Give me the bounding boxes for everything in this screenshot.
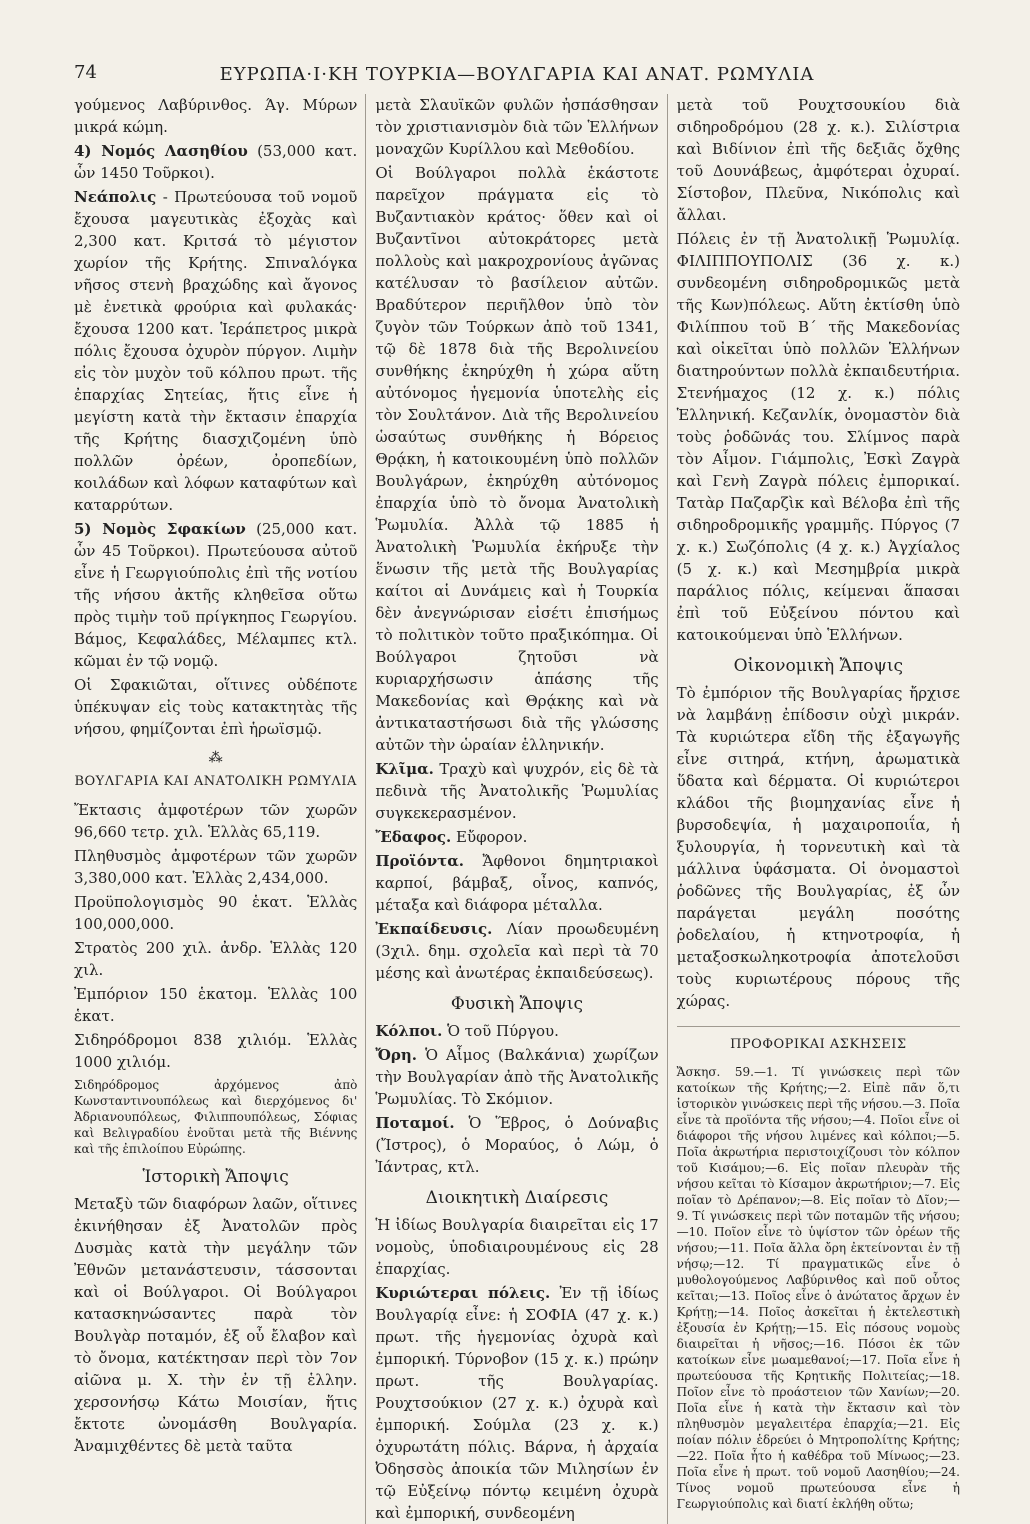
cities-heading: Κυριώτεραι πόλεις. <box>375 1284 551 1302</box>
right-column <box>677 94 960 1524</box>
exercise-title: ΠΡΟΦΟΡΙΚΑΙ ΑΣΚΗΣΕΙΣ <box>730 1037 907 1052</box>
facts-area: Ἔκτασις ἀμφοτέρων τῶν χωρῶν 96,660 τετρ. χιλ. Ἑλλὰς 65,119. <box>74 801 358 841</box>
left-paragraph-1: γούμενος Λαβύρινθος. Άγ. Μύρων μικρά κώμη. <box>74 96 358 136</box>
physical-title: Φυσικὴ Ἄποψις <box>450 994 584 1014</box>
edafos-paragraph <box>375 826 658 848</box>
ekpaideusis-paragraph <box>375 918 658 984</box>
cities-text: Ἐν τῇ ἰδίως Βουλγαρίᾳ εἶνε: ἡ ΣΟΦΙΑ (47 χ. κ.) πρωτ. τῆς ἡγεμονίας ὀχυρὰ καὶ ἐμπορική. Τύρνοβον (15 χ. κ.) πρώην πρωτ. τῆς Βουλγαρίας. Ρουχτσούκιον (27 χ. κ.) ὀχυρὰ καὶ ἐμπορική. Σούμλα (23 χ. κ.) ὀχυρωτάτη πόλις. Βάρνα, ἡ ἀρχαία Ὀδησσὸς ἀποικία τῶν Μιλησίων ἐν τῷ Εὐξείνῳ πόντῳ κειμένη ὀχυρὰ καὶ ἐμπορική, συνδεομένη <box>375 1284 659 1522</box>
klima-heading: Κλῖμα. <box>375 760 434 778</box>
text-columns <box>74 94 960 1522</box>
right-paragraph-2: Πόλεις ἐν τῇ Ἀνατολικῇ Ῥωμυλίᾳ. ΦΙΛΙΠΠΟΥΠΟΛΙΣ (36 χ. κ.) συνδεομένη σιδηροδρομικῶς μετὰ τῆς Κων)πόλεως. Αὕτη ἐκτίσθη ὑπὸ Φιλίππου τοῦ Β΄ τῆς Μακεδονίας καὶ οἰκεῖται ὑπὸ πολλῶν Ἑλλήνων διατηρούντων πολλὰ ἐκπαιδευτήρια. Στενήμαχος (12 χ. κ.) πόλις Ἑλληνική. Κεζανλίκ, ὀνομαστὸν διὰ τοὺς ῥοδῶνάς του. Σλίμνος παρὰ τὸν Αἷμον. Γιάμπολις, Ἐσκὶ Ζαγρὰ καὶ Γενὴ Ζαγρὰ πόλεις ἐμπορικαί. Τατὰρ Παζαρζὶκ καὶ Βέλοβα ἐπὶ τῆς σιδηροδρομικῆς γραμμῆς. Πύργος (7 χ. κ.) Σωζόπολις (4 χ. κ.) Ἀγχίαλος (5 χ. κ.) καὶ Μεσημβρία μικρὰ παράλιος πόλις, κείμεναι ἅπασαι ἐπὶ τοῦ Εὐξείνου πόντου καὶ κατοικούμεναι ὑπὸ Ἑλλήνων. <box>676 230 960 644</box>
running-head: ΕΥΡΩΠΑ·Ι·ΚΗ ΤΟΥΡΚΙΑ—ΒΟΥΛΓΑΡΙΑ ΚΑΙ ΑΝΑΤ. ΡΩΜΥΛΙΑ <box>219 63 815 85</box>
ekpaideusis-heading: Ἐκπαίδευσις. <box>375 920 493 938</box>
nomos-lasithiou-text: (53,000 κατ. ὧν 1450 Τοῦρκοι). <box>74 142 358 182</box>
ori-paragraph <box>375 1044 658 1110</box>
section-heading: ΒΟΥΛΓΑΡΙΑ ΚΑΙ ΑΝΑΤΟΛΙΚΗ ΡΩΜΥΛΙΑ <box>74 774 357 789</box>
middle-paragraph-2: Οἱ Βούλγαροι πολλὰ ἑκάστοτε παρεῖχον πράγματα εἰς τὸ Βυζαντιακὸν κράτος· ὅθεν καὶ οἱ Βυζαντῖνοι αὐτοκράτορες μετὰ πολλοὺς καὶ μακροχρονίους ἀγῶνας κατέλυσαν τὸ βασίλειον αὐτῶν. Βραδύτερον περιῆλθον ὑπὸ τὸν ζυγὸν τῶν Τούρκων ἀπὸ τοῦ 1341, τῷ δὲ 1878 διὰ τῆς Βερολινείου συνθήκης ἐκηρύχθη ἡ χώρα αὕτη αὐτόνομος ἡγεμονία ὑποτελὴς εἰς τὸν Σουλτάνον. Διὰ τῆς Βερολινείου ὡσαύτως συνθήκης ἡ Βόρειος Θρᾴκη, ἡ κατοικουμένη ὑπὸ πολλῶν Βουλγάρων, ἐκηρύχθη αὐτόνομος ἐπαρχία ὑπὸ τὸ ὄνομα Ἀνατολικὴ Ῥωμυλία. Ἀλλὰ τῷ 1885 ἡ Ἀνατολικὴ Ῥωμυλία ἐκήρυξε τὴν ἕνωσιν τῆς μετὰ τῆς Βουλγαρίας καίτοι αἱ Δυνάμεις καὶ ἡ Τουρκία δὲν ἀνεγνώρισαν εἰσέτι ἐπισήμως τὸ πολιτικὸν τοῦτο πραξικόπημα. Οἱ Βούλγαροι ζητοῦσι νὰ κυριαρχήσωσιν ἁπάσης τῆς Μακεδονίας καὶ Θρᾴκης καὶ νὰ ἀντικαταστήσωσι διὰ τῆς γλώσσης αὐτῶν τὴν ὡραίαν ἑλληνικήν. <box>375 164 659 754</box>
left-paragraph-2 <box>74 140 357 184</box>
proionta-paragraph <box>375 850 658 916</box>
kolpoi-paragraph <box>375 1020 658 1042</box>
potamoi-text: Ὁ Ἕβρος, ὁ Δούναβις (Ἴστρος), ὁ Μοραύος, ὁ Λώμ, ὁ Ἰάντρας, κτλ. <box>375 1114 659 1176</box>
nomos-lasithiou-heading: 4) Νομός Λασηθίου <box>74 142 248 160</box>
neapolis-heading: Νεάπολις <box>74 188 157 206</box>
kolpoi-text: Ὁ τοῦ Πύργου. <box>447 1022 559 1040</box>
cities-paragraph <box>375 1282 658 1524</box>
ekpaideusis-text: Λίαν προωδευμένη (3χιλ. δημ. σχολεῖα καὶ περὶ τὰ 70 μέσης καὶ ἀνωτέρας ἐκπαιδεύσεως). <box>375 920 659 982</box>
page-number: 74 <box>74 62 97 83</box>
nomos-sfakion-heading: 5) Νομὸς Σφακίων <box>74 520 246 538</box>
edafos-heading: Ἔδαφος. <box>375 828 452 846</box>
nomos-sfakion-text: (25,000 κατ. ὧν 45 Τοῦρκοι). Πρωτεύουσα αὐτοῦ εἶνε ἡ Γεωργιούπολις ἐπὶ τῆς νοτίου τῆς νήσου ἀκτῆς κληθεῖσα οὕτω πρὸς τιμὴν τοῦ πρίγκηπος Γεωργίου. Βάμος, Κεφαλάδες, Μέλαμπες κτλ. κῶμαι ἐν τῷ νομῷ. <box>74 520 358 670</box>
klima-text: Τραχὺ καὶ ψυχρόν, εἰς δὲ τὰ πεδινὰ τῆς Ἀνατολικῆς Ῥωμυλίας συγκεκερασμένον. <box>375 760 659 822</box>
exercise-text: Ἄσκησ. 59.—1. Τί γινώσκεις περὶ τῶν κατοίκων τῆς Κρήτης;—2. Εἰπὲ πᾶν ὅ,τι ἱστορικὸν γινώσκεις περὶ τῆς νήσου.—3. Ποῖα εἶνε τὰ προϊόντα τῆς νήσου;—4. Ποῖοι εἶνε οἱ διάφοροι τῆς νήσου λιμένες καὶ κόλποι;—5. Ποῖα ἀκρωτήρια περιστοιχίζουσι τὸν κόλπον τοῦ Κισάμου;—6. Εἰς ποῖαν πλευρὰν τῆς νήσου κεῖται τὸ Κίσαμον ἀκρωτήριον;—7. Εἰς ποῖαν τὸ Δρέπανον;—8. Εἰς ποῖαν τὸ Δῖον;—9. Τί γινώσκεις περὶ τῶν ποταμῶν τῆς νήσου;—10. Ποῖον εἶνε τὸ ὑψίστον τῶν ὀρέων τῆς νήσου;—11. Ποῖα ἄλλα ὄρη ἐκτείνονται ἐν τῇ νήσῳ;—12. Τί πραγματικῶς εἶνε ὁ μυθολογούμενος Λαβύρινθος καὶ ποῦ οὗτος κεῖται;—13. Ποῖος εἶνε ὁ ἀνώτατος ἄρχων ἐν Κρήτῃ;—14. Ποῖος ἀσκεῖται ἡ ἐκτελεστικὴ ἐξουσία ἐν Κρήτῃ;—15. Εἰς πόσους νομοὺς διαιρεῖται ἡ νῆσος;—16. Πόσοι ἐκ τῶν κατοίκων εἶνε μωαμεθανοί;—17. Ποῖα εἶνε ἡ πρωτεύουσα τῆς Κρητικῆς Πολιτείας;—18. Ποῖον εἶνε τὸ προάστειον τῶν Χανίων;—20. Ποῖα εἶνε ἡ κατὰ τὴν ἔκτασιν καὶ τὸν πληθυσμὸν μεγαλειτέρα ἐπαρχία;—21. Εἰς ποίαν πόλιν ἑδρεύει ὁ Μητροπολίτης Κρήτης;—22. Ποῖα ἦτο ἡ καθέδρα τοῦ Μίνωος;—23. Ποῖα εἶνε ἡ πρωτ. τοῦ νομοῦ Λασηθίου;—24. Τίνος νομοῦ πρωτεύουσα εἶνε ἡ Γεωργιούπολις καὶ διατί ἐκλήθη οὕτω; <box>676 1065 960 1511</box>
facts-trade: Ἐμπόριον 150 ἑκατομ. Ἑλλὰς 100 ἑκατ. <box>74 985 358 1025</box>
proionta-heading: Προϊόντα. <box>375 852 465 870</box>
facts-railways: Σιδηρόδρομοι 838 χιλιόμ. Ἑλλὰς 1000 χιλιόμ. <box>74 1031 358 1071</box>
left-paragraph-4 <box>74 518 357 672</box>
potamoi-paragraph <box>375 1112 658 1178</box>
ornament-divider: ⁂ <box>208 750 223 766</box>
facts-army: Στρατὸς 200 χιλ. ἀνδρ. Ἑλλὰς 120 χιλ. <box>74 939 358 979</box>
left-paragraph-3 <box>74 186 357 516</box>
economic-title: Οἰκονομικὴ Ἄποψις <box>733 656 904 676</box>
kolpoi-heading: Κόλποι. <box>375 1022 443 1040</box>
facts-population: Πληθυσμὸς ἀμφοτέρων τῶν χωρῶν 3,380,000 κατ. Ἑλλὰς 2,434,000. <box>74 847 358 887</box>
administrative-title: Διοικητικὴ Διαίρεσις <box>425 1188 609 1208</box>
history-text: Μεταξὺ τῶν διαφόρων λαῶν, οἵτινες ἐκινήθησαν ἐξ Ἀνατολῶν πρὸς Δυσμὰς κατὰ τὴν μεγάλην τῶν Ἐθνῶν μετανάστευσιν, τάσσονται καὶ οἱ Βούλγαροι. Οἱ Βούλγαροι κατασκηνώσαντες παρὰ τὸν Βουλγὰρ ποταμόν, ἐξ οὗ ἔλαβον καὶ τὸ ὄνομα, κατέκτησαν περὶ τὸν 7ον αἰῶνα μ. Χ. τὴν ἐν τῇ ἑλλην. χερσονήσῳ Κάτω Μοισίαν, ἥτις ἔκτοτε ὠνομάσθη Βουλγαρία. Ἀναμιχθέντες δὲ μετὰ ταῦτα <box>74 1195 358 1455</box>
history-title: Ἱστορικὴ Ἄποψις <box>142 1167 289 1187</box>
middle-column <box>375 94 658 1524</box>
facts-budget: Προϋπολογισμὸς 90 ἑκατ. Ἑλλὰς 100,000,000. <box>74 893 358 933</box>
page-header <box>74 60 960 88</box>
klima-paragraph <box>375 758 658 824</box>
potamoi-heading: Ποταμοί. <box>375 1114 455 1132</box>
left-paragraph-5: Οἱ Σφακιῶται, οἵτινες οὐδέποτε ὑπέκυψαν εἰς τοὺς κατακτητὰς τῆς νήσου, φημίζονται ἐπὶ ἡρωϊσμῷ. <box>74 676 358 738</box>
neapolis-text: - Πρωτεύουσα τοῦ νομοῦ ἔχουσα μαγευτικὰς ἐξοχὰς καὶ 2,300 κατ. Κριτσά τὸ μέγιστον χωρίον τῆς Κρήτης. Σπιναλόγκα νῆσος στενὴ βραχώδης καὶ ἄγονος μὲ ἐνετικὰ φρούρια καὶ φυλακάς· ἔχουσα 1200 κατ. Ἱεράπετρος μικρὰ πόλις ἔχουσα ὀχυρὸν πύργον. Λιμὴν εἰς τὸν μυχὸν τοῦ κόλπου πρωτ. τῆς ἐπαρχίας Σητείας, ἥτις εἶνε ἡ μεγίστη κατὰ τὴν ἔκτασιν ἐπαρχία τῆς Κρήτης διασχιζομένη ὑπὸ πολλῶν ὀρέων, ὀροπεδίων, κοιλάδων καὶ λόφων καταφύτων καὶ καταρρύτων. <box>74 188 358 514</box>
section-rule <box>677 1026 960 1027</box>
ori-heading: Ὄρη. <box>375 1046 417 1064</box>
ori-text: Ὁ Αἷμος (Βαλκάνια) χωρίζων τὴν Βουλγαρίαν ἀπὸ τῆς Ἀνατολικῆς Ῥωμυλίας. Τὸ Σκόμιον. <box>375 1046 659 1108</box>
proionta-text: Ἄφθονοι δημητριακοὶ καρποί, βάμβαξ, οἶνος, καπνός, μέταξα καὶ διάφορα μέταλλα. <box>375 852 659 914</box>
edafos-text: Εὔφορον. <box>456 828 528 846</box>
railway-note: Σιδηρόδρομος ἀρχόμενος ἀπὸ Κωνσταντινουπόλεως καὶ διερχόμενος δι' Ἀδριανουπόλεως, Φιλιππουπόλεως, Σόφιας καὶ Βελιγραδίου ἑνοῦται μετὰ τῆς Βιέννης καὶ τῆς ἐπιλοίπου Εὐρώπης. <box>74 1078 358 1156</box>
right-paragraph-1: μετὰ τοῦ Ρουχτσουκίου διὰ σιδηροδρόμου (28 χ. κ.). Σιλίστρια καὶ Βιδίνιον ἐπὶ τῆς δεξιᾶς ὄχθης τοῦ Δουνάβεως, ἀμφότεραι ὀχυραί. Σίστοβον, Πλεῦνα, Νικόπολις καὶ ἄλλαι. <box>676 96 960 224</box>
middle-paragraph-1: μετὰ Σλαυϊκῶν φυλῶν ἠσπάσθησαν τὸν χριστιανισμὸν διὰ τῶν Ἑλλήνων μοναχῶν Κυρίλλου καὶ Μεθοδίου. <box>375 96 659 158</box>
administrative-text: Ἡ ἰδίως Βουλγαρία διαιρεῖται εἰς 17 νομοὺς, ὑποδιαιρουμένους εἰς 28 ἐπαρχίας. <box>375 1216 659 1278</box>
left-column <box>74 94 357 1524</box>
economic-text: Τὸ ἐμπόριον τῆς Βουλγαρίας ἤρχισε νὰ λαμβάνῃ ἐπίδοσιν οὐχὶ μικράν. Τὰ κυριώτερα εἴδη τῆς ἐξαγωγῆς εἶνε σιτηρά, κτήνη, ἀρωματικὰ ὕδατα καὶ δέρματα. Οἱ κυριώτεροι κλάδοι τῆς βιομηχανίας εἶνε ἡ βυρσοδεψία, ἡ μαχαιροποιΐα, ἡ ξυλουργία, ἡ τορνευτικὴ καὶ τὰ μάλλινα ὑφάσματα. Οἱ ὀνομαστοὶ ῥοδῶνες τῆς Βουλγαρίας, ἐξ ὧν παράγεται μεγάλη ποσότης ῥοδελαίου, ἡ κτηνοτροφία, ἡ μεταξοσκωληκοτροφία ἀποτελοῦσι τοὺς κυριωτέρους πόρους τῆς χώρας. <box>676 684 960 1010</box>
